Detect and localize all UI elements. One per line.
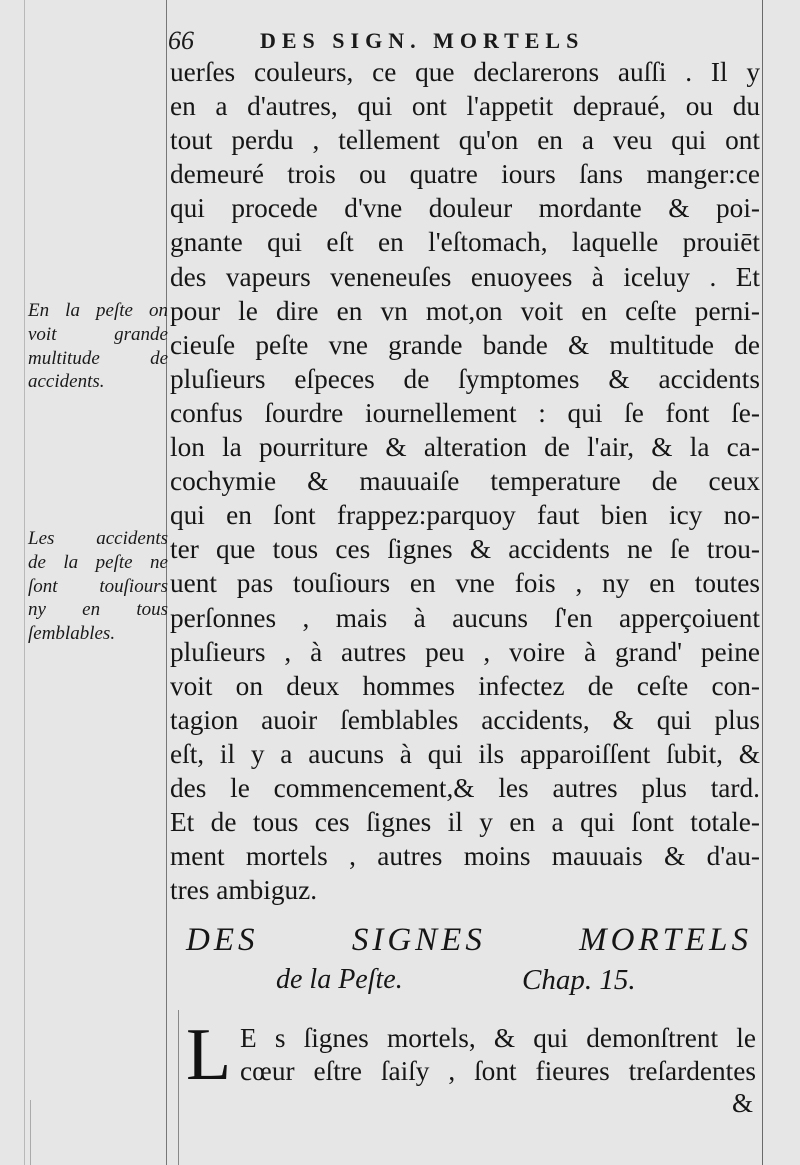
drop-cap: L <box>186 1014 232 1096</box>
margin-rule-lower <box>178 1010 179 1165</box>
text-line: pluſieurs , à autres peu , voire à grand' peine <box>170 636 760 667</box>
text-line: cieuſe peſte vne grande bande & multitude de <box>170 329 760 360</box>
text-line: eſt, il y a aucuns à qui ils apparoiſſent ſubit, & <box>170 738 760 769</box>
text-line: des le commencement,& les autres plus tard. <box>170 772 760 803</box>
text-line: uerſes couleurs, ce que declarerons auſſi . Il y <box>170 57 760 87</box>
text-line: perſonnes , mais à aucuns ſ'en apperçoiuent <box>170 602 760 633</box>
note-line: Les accidents <box>28 528 168 549</box>
chapter-title-main: DES SIGNES MORTELS <box>186 922 752 958</box>
note-line: multitude de <box>28 347 168 369</box>
text-line: lon la pourriture & alteration de l'air, & la ca- <box>170 432 760 463</box>
text-line: uent pas touſiours en vne fois , ny en toutes <box>170 568 760 599</box>
text-line: ter que tous ces ſignes & accidents ne ſe trou- <box>170 534 760 565</box>
note-line: accidents. <box>28 371 105 393</box>
note-line: ſemblables. <box>28 623 116 645</box>
text-line: en a d'autres, qui ont l'appetit depraué, ou du <box>170 91 760 122</box>
text-line: qui procede d'vne douleur mordante & poi- <box>170 193 760 224</box>
note-line: En la peſte on <box>28 300 168 321</box>
chapter-title <box>186 922 752 996</box>
text-line: gnante qui eſt en l'eſtomach, laquelle prouiēt <box>170 227 760 258</box>
text-line: voit on deux hommes infectez de ceſte con- <box>170 670 760 701</box>
text-line: cœur eſtre ſaiſy , ſont fieures treſardentes <box>240 1056 756 1086</box>
text-line: pour le dire en vn mot,on voit en ceſte perni- <box>170 295 760 326</box>
text-line: tout perdu , tellement qu'on en a veu qui ont <box>170 125 760 156</box>
running-title: DES SIGN. MORTELS <box>260 28 585 53</box>
body-text <box>170 55 760 907</box>
margin-rule-right <box>762 0 763 1165</box>
margin-rule-corner <box>30 1100 31 1165</box>
margin-rule-left <box>24 0 25 1165</box>
note-line: de la peſte ne <box>28 551 168 573</box>
text-line: demeuré trois ou quatre iours ſans manger:ce <box>170 159 760 190</box>
text-line: des vapeurs veneneuſes enuoyees à iceluy . Et <box>170 261 760 292</box>
chapter-number: Chap. 15. <box>522 964 636 996</box>
chapter-opening <box>186 1014 756 1096</box>
text-line: ment mortels , autres moins mauuais & d'au- <box>170 841 760 872</box>
text-line: tagion auoir ſemblables accidents, & qui plus <box>170 704 760 735</box>
text-line: confus ſourdre iournellement : qui ſe font ſe- <box>170 397 760 428</box>
catchword: & <box>732 1088 754 1118</box>
text-line: tres ambiguz. <box>170 875 318 906</box>
text-line: qui en ſont frappez:parquoy faut bien icy no- <box>170 500 760 531</box>
text-line: Et de tous ces ſignes il y en a qui ſont totale- <box>170 807 760 838</box>
text-line: cochymie & mauuaiſe temperature de ceux <box>170 466 760 497</box>
note-line: ny en tous <box>28 599 168 621</box>
margin-note-accidents <box>28 527 168 646</box>
chapter-title-sub: de la Peſte. <box>276 964 403 995</box>
note-line: voit grande <box>28 323 168 345</box>
page-number: 66 <box>168 26 194 55</box>
note-line: ſont touſiours <box>28 575 168 597</box>
text-line: E s ſignes mortels, & qui demonſtrent le <box>240 1023 756 1053</box>
margin-note-multitude <box>28 299 168 394</box>
text-line: pluſieurs eſpeces de ſymptomes & accidents <box>170 363 760 394</box>
